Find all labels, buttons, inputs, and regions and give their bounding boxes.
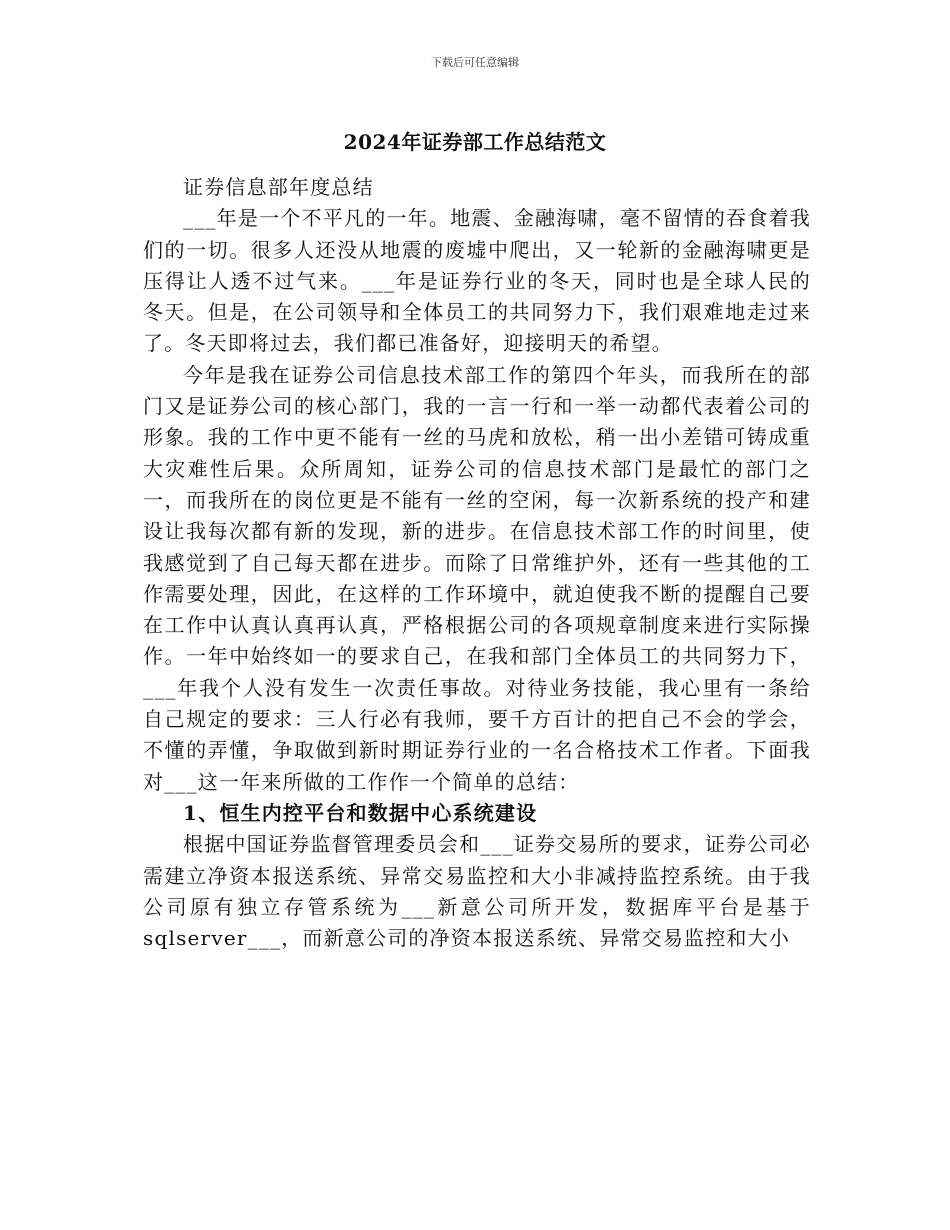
page-header-note: 下载后可任意编辑 (431, 56, 519, 69)
section-subtitle: 证券信息部年度总结 (183, 175, 374, 199)
section-heading: 1、恒生内控平台和数据中心系统建设 (183, 800, 538, 825)
body-paragraph: ___年是一个不平凡的一年。地震、金融海啸，毫不留情的吞食着我们的一切。很多人还没从地震的废墟中爬出，又一轮新的金融海啸更是压得让人透不过气来。___年是证券行业的冬天，同时也是全球人民的冬天。但是，在公司领导和全体员工的共同努力下，我们艰难地走过来了。冬天即将过去，我们都已准备好，迎接明天的希望。 (143, 206, 811, 356)
document-body (143, 172, 811, 954)
body-paragraph: 今年是我在证券公司信息技术部工作的第四个年头，而我所在的部门又是证券公司的核心部门，我的一言一行和一举一动都代表着公司的形象。我的工作中更不能有一丝的马虎和放松，稍一出小差错可铸成重大灾难性后果。众所周知，证券公司的信息技术部门是最忙的部门之一，而我所在的岗位更是不能有一丝的空闲，每一次新系统的投产和建设让我每次都有新的发现，新的进步。在信息技术部工作的时间里，使我感觉到了自己每天都在进步。而除了日常维护外，还有一些其他的工作需要处理，因此，在这样的工作环境中，就迫使我不断的提醒自己要在工作中认真认真再认真，严格根据公司的各项规章制度来进行实际操作。一年中始终如一的要求自己，在我和部门全体员工的共同努力下，___年我个人没有发生一次责任事故。对待业务技能，我心里有一条给自己规定的要求：三人行必有我师，要千方百计的把自己不会的学会，不懂的弄懂，争取做到新时期证券行业的一名合格技术工作者。下面我对___这一年来所做的工作作一个简单的总结： (143, 362, 811, 794)
document-title: 2024年证券部工作总结范文 (343, 130, 607, 154)
body-paragraph: 根据中国证券监督管理委员会和___证券交易所的要求，证券公司必需建立净资本报送系统、异常交易监控和大小非减持监控系统。由于我公司原有独立存管系统为___新意公司所开发，数据库平台是基于sqlserver___，而新意公司的净资本报送系统、异常交易监控和大小 (143, 832, 811, 951)
